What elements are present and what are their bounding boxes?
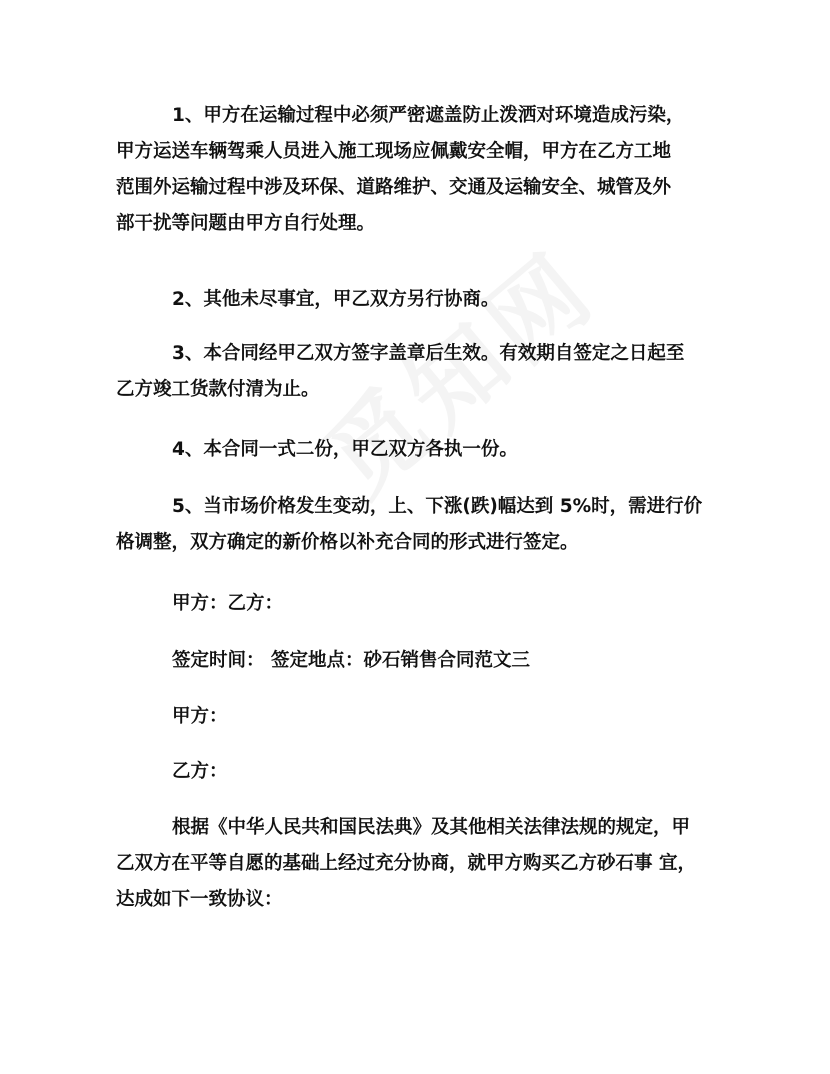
- text-line: 4、本合同一式二份，甲乙双方各执一份。: [172, 439, 518, 460]
- text-line: 乙方竣工货款付清为止。: [116, 379, 320, 400]
- paragraph-party-b: [116, 754, 726, 790]
- text-line: 2、其他未尽事宜，甲乙双方另行协商。: [172, 289, 500, 310]
- paragraph-price-adjustment: [116, 489, 726, 561]
- text-line: 签定时间： 签定地点：砂石销售合同范文三: [172, 650, 530, 671]
- text-line: 乙方：: [172, 761, 228, 782]
- paragraph-parties: [116, 586, 726, 622]
- paragraph-effective-date: [116, 336, 726, 408]
- text-line: 甲方：: [172, 706, 228, 727]
- text-line: 格调整，双方确定的新价格以补充合同的形式进行签定。: [116, 532, 579, 553]
- text-line: 5、当市场价格发生变动，上、下涨(跌)幅达到 5%时，需进行价: [172, 496, 703, 517]
- text-line: 甲方运送车辆驾乘人员进入施工现场应佩戴安全帽，甲方在乙方工地: [116, 141, 672, 162]
- text-line: 1、甲方在运输过程中必须严密遮盖防止泼洒对环境造成污染，: [172, 105, 685, 126]
- text-line: 范围外运输过程中涉及环保、道路维护、交通及运输安全、城管及外: [116, 177, 672, 198]
- paragraph-preamble: [116, 810, 726, 918]
- paragraph-copies: [116, 432, 726, 468]
- text-line: 根据《中华人民共和国民法典》及其他相关法律法规的规定，甲: [172, 817, 691, 838]
- paragraph-transport-clause: [116, 98, 726, 242]
- text-line: 3、本合同经甲乙双方签字盖章后生效。有效期自签定之日起至: [172, 343, 685, 364]
- paragraph-party-a: [116, 699, 726, 735]
- text-line: 部干扰等问题由甲方自行处理。: [116, 213, 376, 234]
- text-line: 乙双方在平等自愿的基础上经过充分协商，就甲方购买乙方砂石事 宜，: [116, 853, 696, 874]
- text-line: 达成如下一致协议：: [116, 889, 283, 910]
- paragraph-other-matters: [116, 282, 726, 318]
- text-line: 甲方：乙方：: [172, 593, 284, 614]
- paragraph-signing-info: [116, 643, 726, 679]
